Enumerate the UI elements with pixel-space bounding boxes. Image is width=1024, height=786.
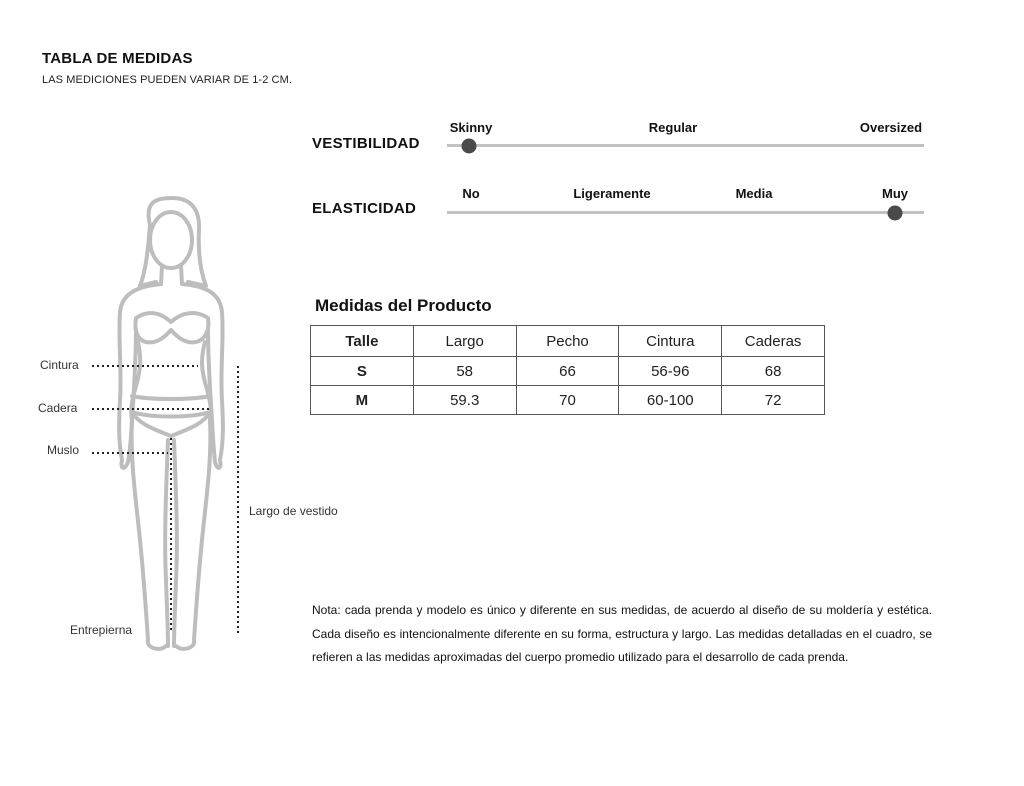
label-entrepierna: Entrepierna: [70, 623, 133, 637]
size-cell: M: [311, 386, 414, 415]
size-table: [310, 325, 825, 415]
fit-option-skinny: Skinny: [449, 120, 493, 135]
label-cadera: Cadera: [38, 401, 78, 415]
elasticity-option-media: Media: [735, 186, 773, 201]
column-header: Largo: [413, 326, 516, 357]
elasticity-option-ligeramente: Ligeramente: [573, 186, 651, 201]
label-muslo: Muslo: [47, 443, 80, 457]
fit-scale-track: [447, 144, 924, 147]
label-cintura: Cintura: [40, 358, 79, 372]
fit-scale-label: VESTIBILIDAD: [312, 135, 420, 152]
elasticity-option-muy: Muy: [882, 186, 908, 201]
elasticity-scale-track: [447, 211, 924, 214]
product-measures-title: Medidas del Producto: [315, 296, 492, 315]
table-row: [311, 386, 825, 415]
page-title: TABLA DE MEDIDAS: [42, 50, 193, 67]
elasticity-scale-label: ELASTICIDAD: [312, 200, 417, 217]
size-cell: S: [311, 357, 414, 386]
note-paragraph: Nota: cada prenda y modelo es único y diferente en sus medidas, de acuerdo al diseño de su moldería y estética. Cada diseño es intencionalmente diferente en su forma, estructura y largo. Las medidas detalladas en el cuadro, se refieren a las medidas aproximadas del cuerpo promedio utilizado para el desarrollo de cada prenda.: [312, 603, 932, 664]
label-largo-vestido: Largo de vestido: [249, 504, 338, 518]
table-cell: 72: [722, 386, 825, 415]
column-header: Caderas: [722, 326, 825, 357]
table-row: [311, 357, 825, 386]
table-cell: 60-100: [619, 386, 722, 415]
fit-scale-marker: [462, 139, 477, 154]
column-header: Pecho: [516, 326, 619, 357]
table-header-row: [311, 326, 825, 357]
page-subtitle: LAS MEDICIONES PUEDEN VARIAR DE 1-2 CM.: [42, 74, 293, 86]
body-figure-illustration: [0, 0, 260, 680]
table-cell: 68: [722, 357, 825, 386]
fit-option-regular: Regular: [648, 120, 698, 135]
column-header: Cintura: [619, 326, 722, 357]
table-cell: 56-96: [619, 357, 722, 386]
table-cell: 70: [516, 386, 619, 415]
table-cell: 66: [516, 357, 619, 386]
fit-option-oversized: Oversized: [859, 120, 923, 135]
column-header: Talle: [311, 326, 414, 357]
elasticity-scale-marker: [888, 206, 903, 221]
elasticity-option-no: No: [462, 186, 480, 201]
table-cell: 58: [413, 357, 516, 386]
table-cell: 59.3: [413, 386, 516, 415]
